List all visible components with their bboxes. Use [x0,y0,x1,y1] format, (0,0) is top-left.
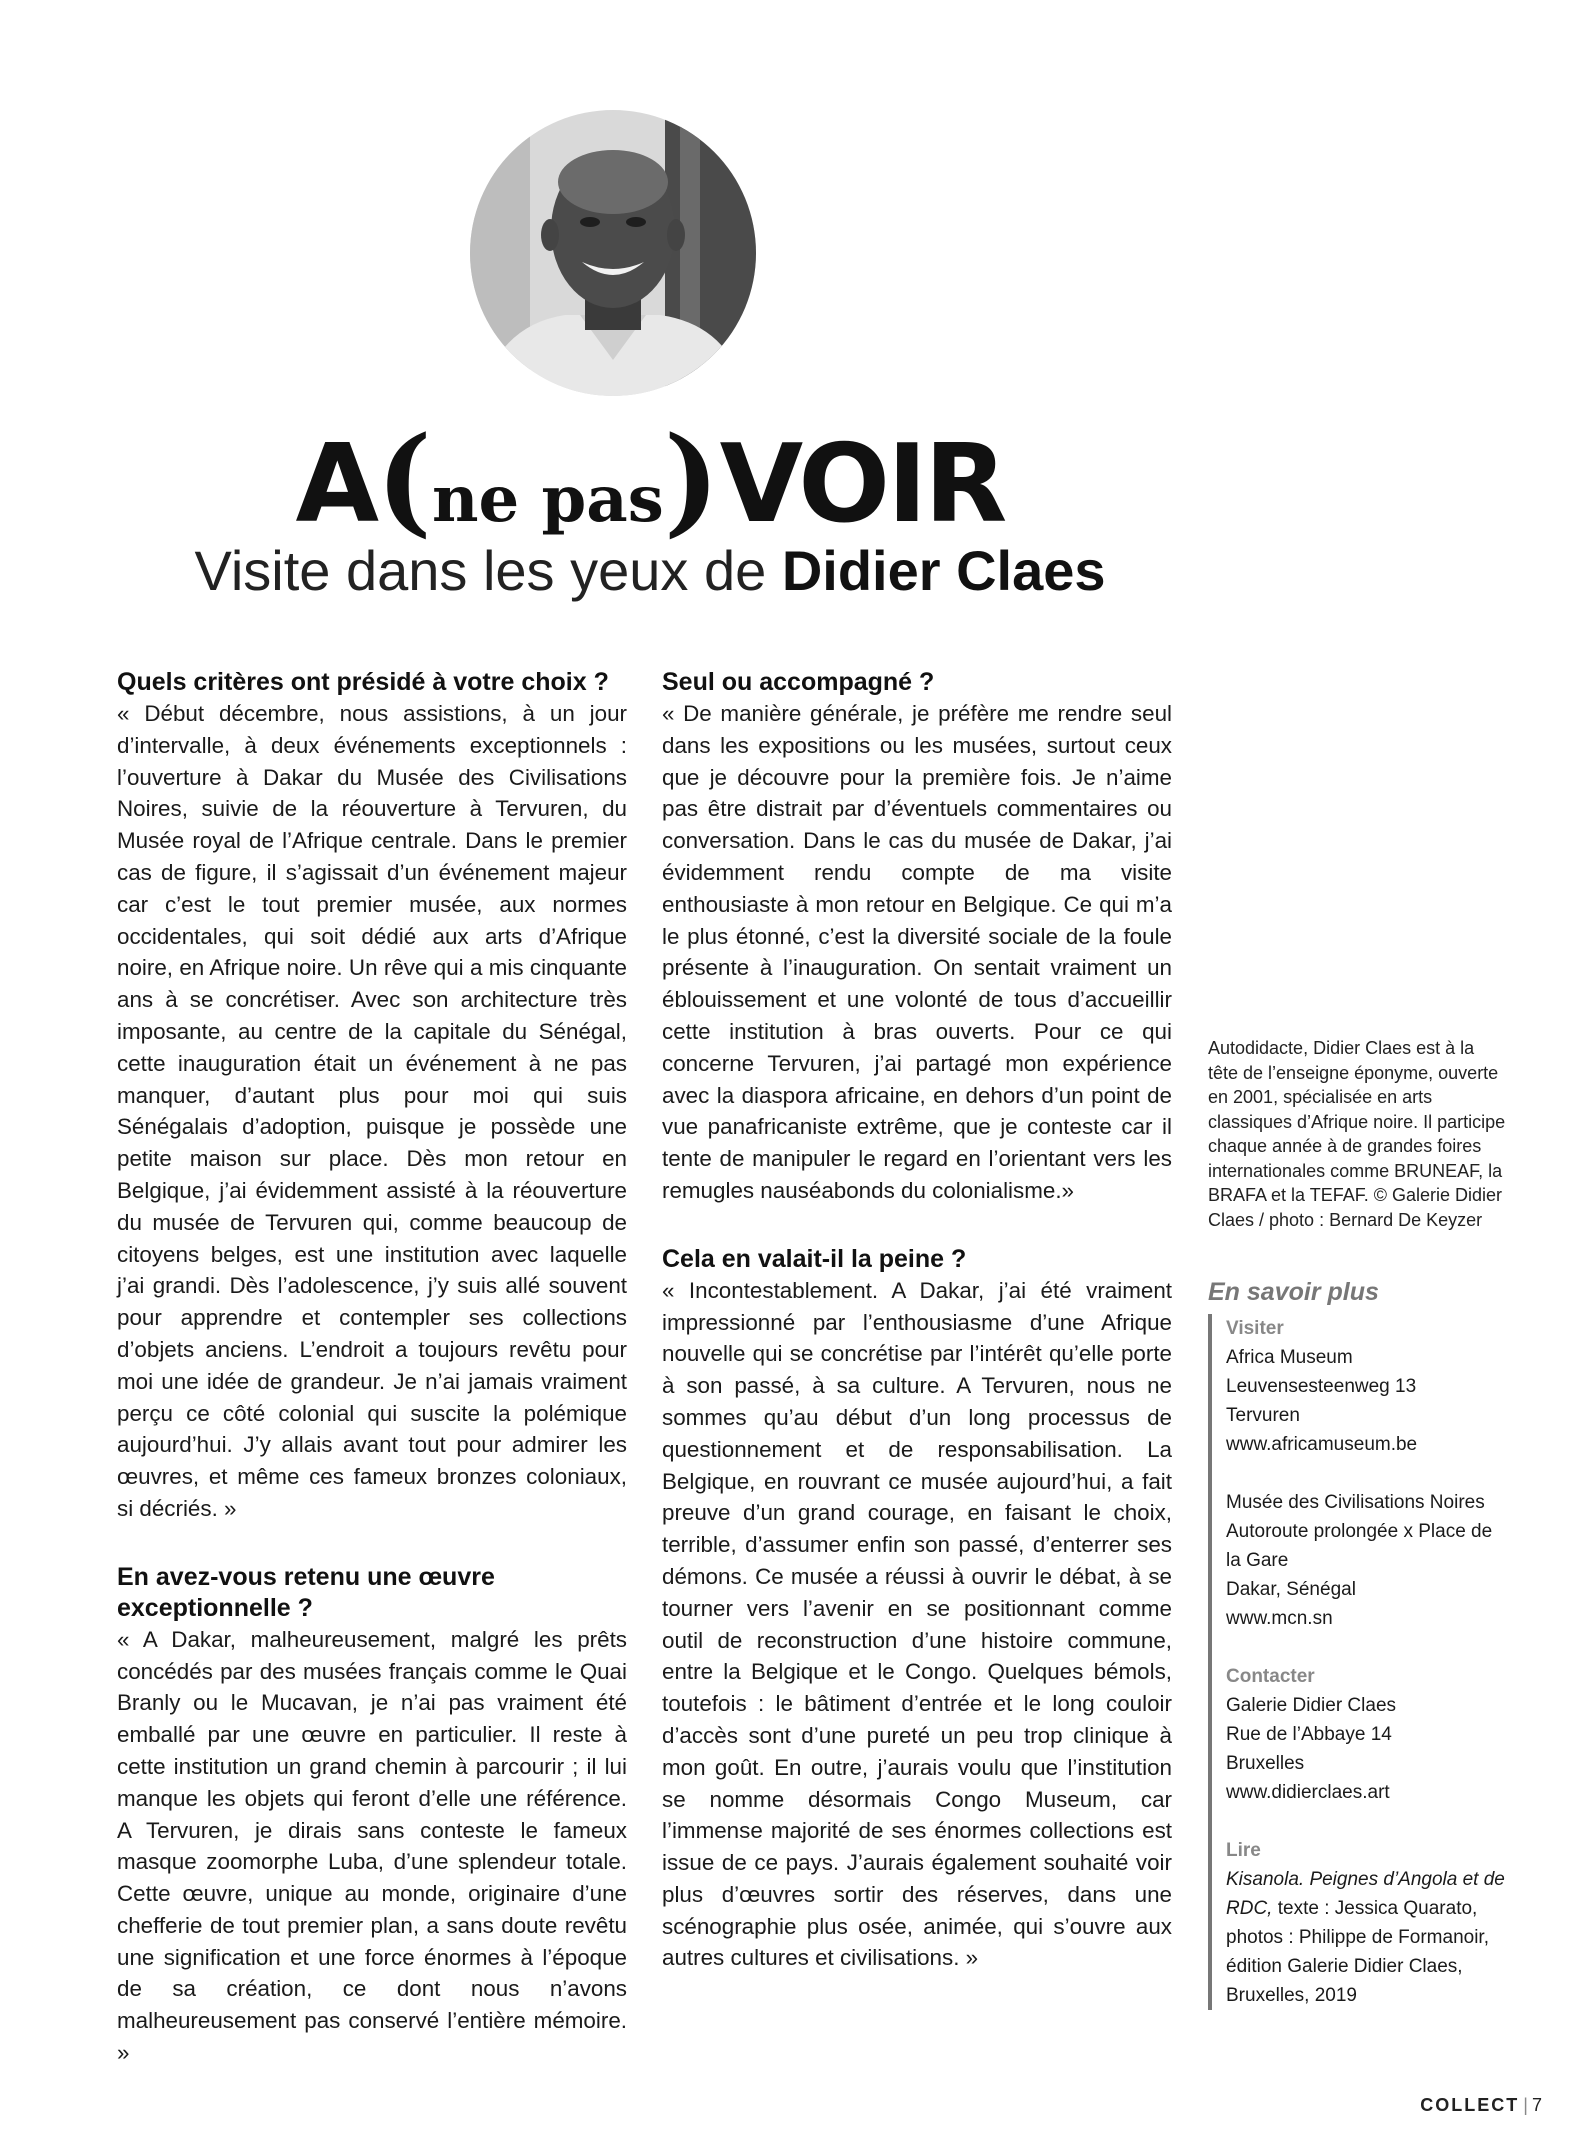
page-number: 7 [1531,2095,1542,2115]
question-seul: Seul ou accompagné ? [662,668,935,696]
visiter-label: Visiter [1226,1318,1284,1339]
book-reference [1226,1865,1506,2010]
africa-museum-link[interactable]: www.africamuseum.be [1226,1434,1418,1455]
mcn-city: Dakar, Sénégal [1226,1579,1356,1600]
savoir-plus-box [1208,1314,1506,2010]
galerie-name: Galerie Didier Claes [1226,1695,1397,1716]
author-portrait [470,110,756,396]
answer-oeuvre: « A Dakar, malheureusement, malgré les prêts concédés par des musées français comme le Quai Branly ou le Mucavan, je n’ai pas vraiment été emballé par une œuvre en particulier. Il reste à cette institution un grand chemin à parcourir ; il lui manque les objets qui feront d’elle une référence. A Tervuren, je dirais sans conteste le fameux masque zoomorphe Luba, d’une splendeur totale. Cette œuvre, unique au monde, originaire d’une chefferie de tout premier plan, a sans doute revêtu une signification et une force énormes à l’époque de sa création, ce dont nous n’avons malheureusement pas conservé l’entière mémoire. » [117,1626,627,2066]
mcn-name: Musée des Civilisations Noires [1226,1492,1485,1513]
answer-peine: « Incontestablement. A Dakar, j’ai été vraiment impressionné par l’enthousiasme d’une Afrique nouvelle qui se concrétise par l’intérêt qu’elle porte à son passé, à sa culture. A Tervuren, nous ne sommes qu’au début d’un long processus de questionnement et de responsabilisation. La Belgique, en rouvrant ce musée aujourd’hui, a fait preuve d’un grand courage, en faisant le choix, terrible, d’assumer enfin son passé, d’enterrer ses démons. Ce musée a réussi à ouvrir le débat, à se tourner vers l’avenir en se positionnant comme outil de reconstruction d’une histoire commune, entre la Belgique et le Congo. Quelques bémols, toutefois : le bâtiment d’entrée et le long couloir d’accès sont d’une pureté un peu trop clinique à mon goût. En outre, j’aurais voulu que l’institution se nomme désormais Congo Museum, car l’immense majorité de ses énormes collections est issue de ce pays. J’aurais également souhaité voir plus d’œuvres sortir des réserves, dans une scénographie plus osée, animée, qui s’ouvre aux autres cultures et civilisations. » [662,1277,1172,1971]
subtitle-name: Didier Claes [781,539,1106,602]
answer-criteres: « Début décembre, nous assistions, à un jour d’intervalle, à deux événements exceptionnels : l’ouverture à Dakar du Musée des Civilisations Noires, suivie de la réouverture à Tervuren, du Musée royal de l’Afrique centrale. Dans le premier cas de figure, il s’agissait d’un événement majeur car c’est le tout premier musée, aux normes occidentales, qui soit dédié aux arts d’Afrique noire, en Afrique noire. Un rêve qui a mis cinquante ans à se concrétiser. Avec son architecture très imposante, au centre de la capitale du Sénégal, cette inauguration était un événement à ne pas manquer, d’autant plus pour moi qui suis Sénégalais d’adoption, puisque je possède une petite maison sur place. Dès mon retour en Belgique, j’ai évidemment assisté à la réouverture du musée de Tervuren qui, comme beaucoup de citoyens belges, est une institution avec laquelle j’ai grandi. Dès l’adolescence, j’y suis allé souvent pour apprendre et contempler ses collections d’objets anciens. L’endroit a toujours revêtu pour moi une idée de grandeur. Je n’ai jamais vraiment perçu ce côté colonial qui suscite la polémique aujourd’hui. J’y allais avant tout pour admirer les œuvres, et même ces fameux bronzes coloniaux, si décriés. » [117,701,627,1521]
contacter-label: Contacter [1226,1666,1315,1687]
title-ne-pas: ne pas [431,462,664,537]
question-peine: Cela en valait-il la peine ? [662,1244,967,1273]
lire-label: Lire [1226,1840,1261,1861]
article-subtitle [0,538,1300,603]
title-part-voir: VOIR [719,422,1005,547]
question-criteres: Quels critères ont présidé à votre choix ? [117,668,609,696]
column-middle [662,667,1172,1974]
galerie-link[interactable]: www.didierclaes.art [1226,1782,1390,1803]
answer-seul: « De manière générale, je préfère me rendre seul dans les expositions ou les musées, surtout ceux que je découvre pour la première fois. Je n’aime pas être distrait par d’éventuels commentaires ou conversation. Dans le cas du musée de Dakar, j’ai évidemment rendu compte de ma visite enthousiaste à mon retour en Belgique. Ce qui m’a le plus étonné, c’est la diversité sociale de la foule présente à l’inauguration. On sentait vraiment un éblouissement et une volonté de tous d’accueillir cette institution à bras ouverts. Pour ce qui concerne Tervuren, j’ai partagé mon expérience avec la diaspora africaine, en dehors d’un point de vue panafricaniste extrême, que je conteste car il tente de manipuler le regard en l’orientant vers les remugles nauséabonds du colonialisme.» [662,701,1172,1203]
africa-museum-name: Africa Museum [1226,1347,1353,1368]
africa-museum-street: Leuvensesteenweg 13 [1226,1376,1417,1397]
magazine-name: COLLECT [1420,2095,1520,2115]
question-oeuvre: En avez-vous retenu une œuvre exceptionnelle ? [117,1562,495,1622]
africa-museum-city: Tervuren [1226,1405,1300,1426]
mcn-street: Autoroute prolongée x Place de la Gare [1226,1521,1493,1571]
title-paren-close: ) [663,410,720,549]
title-paren-open: ( [376,410,432,549]
savoir-plus-title: En savoir plus [1208,1278,1379,1306]
mcn-link[interactable]: www.mcn.sn [1226,1608,1333,1629]
footer-separator: | [1523,2095,1528,2115]
photo-caption: Autodidacte, Didier Claes est à la tête de l’enseigne éponyme, ouverte en 2001, spécialisée en arts classiques d’Afrique noire. Il participe chaque année à de grandes foires internationales comme BRUNEAF, la BRAFA et la TEFAF. © Galerie Didier Claes / photo : Bernard De Keyzer [1208,1038,1506,1230]
subtitle-prefix: Visite dans les yeux de [194,539,767,602]
galerie-city: Bruxelles [1226,1753,1305,1774]
galerie-street: Rue de l’Abbaye 14 [1226,1724,1392,1745]
book-details: texte : Jessica Quarato, photos : Philippe de Formanoir, édition Galerie Didier Claes, Bruxelles, 2019 [1226,1898,1489,2006]
page-footer [1420,2095,1542,2116]
column-left [117,667,627,2069]
book-title: Kisanola. Peignes d’Angola et de RDC, [1226,1869,1505,1919]
title-part-a: A [295,422,377,547]
